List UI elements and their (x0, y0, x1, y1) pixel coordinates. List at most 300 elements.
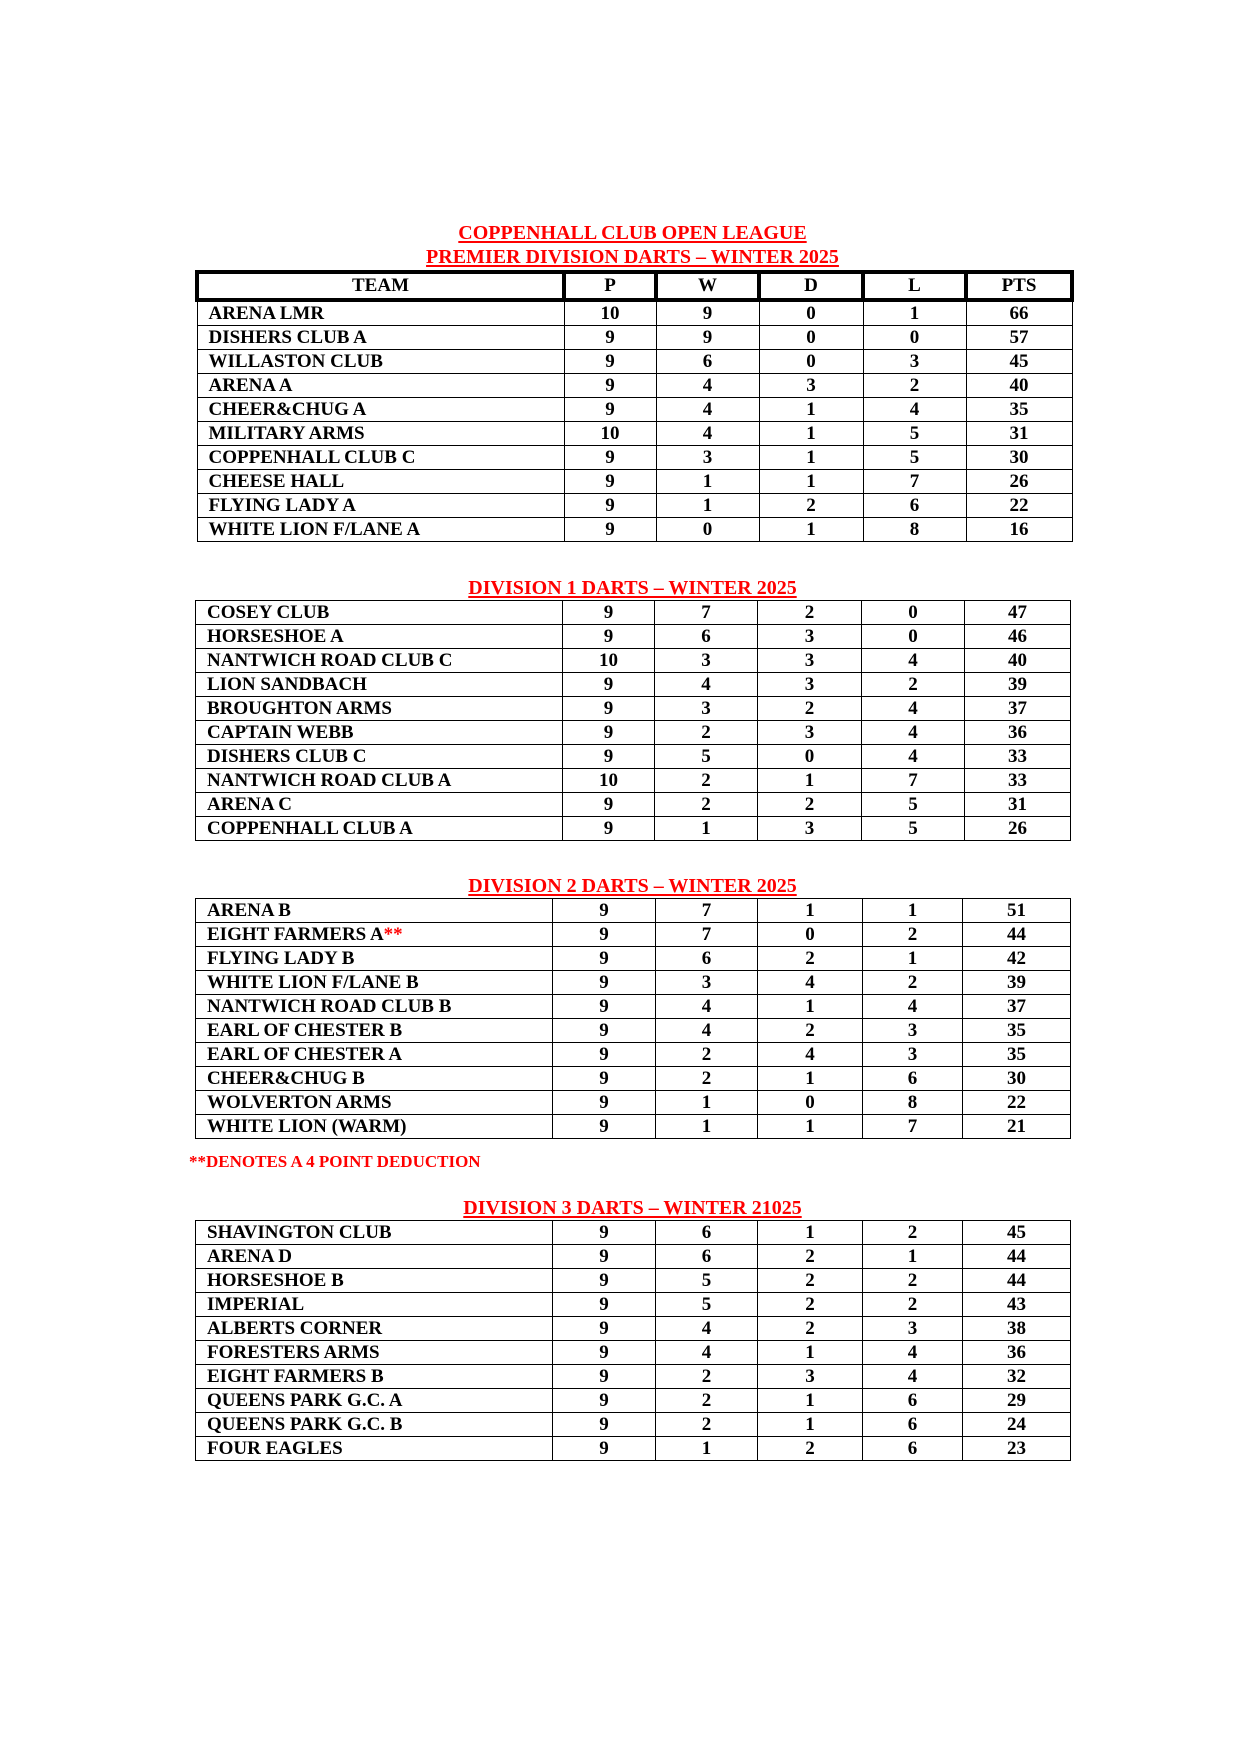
drawn-cell (758, 1413, 863, 1437)
won-cell (655, 793, 758, 817)
played-cell (564, 446, 656, 470)
team-cell (196, 1221, 553, 1245)
team-cell (196, 721, 563, 745)
stat-value: 4 (805, 971, 815, 993)
division-3-table (195, 1220, 1071, 1461)
team-cell (196, 1269, 553, 1293)
team-name: QUEENS PARK G.C. B (207, 1413, 403, 1435)
team-cell (196, 1389, 553, 1413)
won-cell (656, 1365, 758, 1389)
stat-value: 9 (599, 1221, 609, 1243)
stat-value: 4 (702, 398, 713, 420)
team-name: ARENA LMR (208, 302, 325, 324)
drawn-cell (758, 1067, 863, 1091)
points-cell (963, 1245, 1071, 1269)
points-cell (963, 1317, 1071, 1341)
team-cell (196, 817, 563, 841)
points-cell (966, 422, 1072, 446)
stat-value: 2 (804, 793, 815, 815)
lost-cell (863, 1269, 963, 1293)
stat-value: 9 (599, 1317, 609, 1339)
stat-value: 2 (804, 697, 815, 719)
lost-cell (863, 1091, 963, 1115)
team-cell (196, 1043, 553, 1067)
team-name: MILITARY ARMS (208, 422, 365, 444)
stat-value: 7 (907, 1115, 918, 1137)
lost-cell (863, 923, 963, 947)
lost-cell (863, 300, 966, 326)
stat-value: 9 (599, 1115, 609, 1137)
drawn-cell (758, 697, 862, 721)
premier-division-title: PREMIER DIVISION DARTS – WINTER 2025 (426, 246, 839, 268)
table-row (196, 1365, 1071, 1389)
team-name: DISHERS CLUB A (208, 326, 367, 348)
stat-value: 0 (806, 350, 816, 372)
table-row (196, 1019, 1071, 1043)
played-cell (563, 601, 655, 625)
won-cell (656, 446, 759, 470)
stat-value: 9 (702, 326, 713, 348)
stat-value: 1 (805, 1389, 815, 1411)
lost-cell (863, 1293, 963, 1317)
points-cell (966, 398, 1072, 422)
table-row (196, 673, 1071, 697)
stat-value: 9 (599, 1091, 609, 1113)
stat-value: 2 (701, 793, 711, 815)
stat-value: 6 (701, 625, 711, 647)
stat-value: 6 (907, 1413, 918, 1435)
stat-value: 3 (804, 673, 815, 695)
stat-value: 6 (907, 1437, 918, 1459)
stat-value: 33 (1008, 745, 1027, 767)
stat-value: 57 (1009, 326, 1029, 348)
lost-cell (862, 625, 965, 649)
table-row (196, 947, 1071, 971)
won-cell (656, 1115, 758, 1139)
stat-value: 9 (599, 947, 609, 969)
table-row (196, 1389, 1071, 1413)
won-cell (656, 1245, 758, 1269)
team-cell (197, 518, 564, 542)
stat-value: 2 (907, 1269, 918, 1291)
points-cell (963, 1341, 1071, 1365)
stat-value: 5 (701, 1293, 712, 1315)
stat-value: 43 (1007, 1293, 1026, 1315)
team-cell (197, 326, 564, 350)
played-cell (563, 793, 655, 817)
team-name: ARENA A (208, 374, 293, 396)
team-cell (196, 1413, 553, 1437)
points-cell (966, 518, 1072, 542)
division-1-table (195, 600, 1071, 841)
stat-value: 1 (701, 1437, 712, 1459)
stat-value: 4 (908, 697, 918, 719)
played-cell (563, 673, 655, 697)
played-cell (564, 350, 656, 374)
played-cell (553, 899, 656, 923)
stat-value: 21 (1007, 1115, 1026, 1137)
stat-value: 39 (1008, 673, 1027, 695)
drawn-cell (759, 326, 863, 350)
won-cell (656, 1043, 758, 1067)
team-name: CHEER&CHUG A (208, 398, 367, 420)
table-row (196, 995, 1071, 1019)
stat-value: 4 (701, 1317, 712, 1339)
drawn-cell (758, 947, 863, 971)
stat-value: 4 (702, 374, 713, 396)
stat-value: 0 (908, 625, 918, 647)
stat-value: 3 (702, 446, 713, 468)
drawn-cell (759, 446, 863, 470)
points-cell (963, 1221, 1071, 1245)
points-cell (963, 1365, 1071, 1389)
team-cell (197, 350, 564, 374)
won-cell (656, 1091, 758, 1115)
lost-cell (863, 1365, 963, 1389)
lost-cell (863, 374, 966, 398)
lost-cell (862, 601, 965, 625)
played-cell (564, 326, 656, 350)
points-cell (963, 1043, 1071, 1067)
table-row (196, 1317, 1071, 1341)
won-cell (655, 601, 758, 625)
stat-value: 2 (804, 601, 815, 623)
stat-value: 6 (907, 1067, 918, 1089)
stat-value: 51 (1007, 899, 1026, 921)
won-cell (656, 1221, 758, 1245)
stat-value: 3 (907, 1043, 918, 1065)
stat-value: 0 (908, 601, 918, 623)
team-name: ALBERTS CORNER (207, 1317, 383, 1339)
stat-value: 9 (603, 625, 614, 647)
stat-value: 2 (701, 769, 711, 791)
stat-value: 24 (1007, 1413, 1026, 1435)
stat-value: 2 (701, 721, 711, 743)
stat-value: 40 (1009, 374, 1029, 396)
team-cell (196, 625, 563, 649)
stat-value: 4 (908, 649, 918, 671)
lost-cell (862, 673, 965, 697)
played-cell (563, 721, 655, 745)
stat-value: 39 (1007, 971, 1026, 993)
drawn-cell (758, 899, 863, 923)
stat-value: 9 (603, 745, 614, 767)
lost-cell (863, 350, 966, 374)
team-cell (196, 995, 553, 1019)
stat-value: 9 (599, 1043, 609, 1065)
stat-value: 9 (599, 923, 609, 945)
stat-value: 1 (701, 1091, 712, 1113)
table-row (196, 1413, 1071, 1437)
lost-cell (863, 1221, 963, 1245)
points-cell (965, 769, 1071, 793)
lost-cell (863, 995, 963, 1019)
played-cell (553, 1019, 656, 1043)
stat-value: 38 (1007, 1317, 1026, 1339)
points-cell (965, 793, 1071, 817)
team-name: FOUR EAGLES (207, 1437, 343, 1459)
header-w: W (656, 272, 759, 300)
stat-value: 9 (599, 1437, 609, 1459)
team-name: CAPTAIN WEBB (207, 721, 354, 743)
stat-value: 37 (1007, 995, 1026, 1017)
won-cell (655, 697, 758, 721)
drawn-cell (758, 971, 863, 995)
stat-value: 42 (1007, 947, 1026, 969)
lost-cell (863, 494, 966, 518)
team-cell (196, 1365, 553, 1389)
stat-value: 1 (804, 769, 815, 791)
stat-value: 1 (907, 947, 918, 969)
stat-value: 66 (1009, 302, 1029, 324)
table-row (197, 374, 1072, 398)
won-cell (655, 625, 758, 649)
won-cell (655, 721, 758, 745)
table-row (197, 470, 1072, 494)
team-cell (197, 470, 564, 494)
lost-cell (863, 470, 966, 494)
stat-value: 4 (908, 721, 918, 743)
drawn-cell (758, 793, 862, 817)
stat-value: 5 (909, 446, 920, 468)
table-row (196, 1043, 1071, 1067)
team-cell (197, 300, 564, 326)
played-cell (553, 1341, 656, 1365)
stat-value: 16 (1009, 518, 1029, 540)
team-name: WHITE LION (WARM) (207, 1115, 407, 1137)
drawn-cell (758, 1341, 863, 1365)
table-row (196, 1269, 1071, 1293)
stat-value: 9 (603, 793, 614, 815)
drawn-cell (758, 1043, 863, 1067)
points-cell (963, 1413, 1071, 1437)
lost-cell (863, 1341, 963, 1365)
points-cell (966, 300, 1072, 326)
lost-cell (862, 745, 965, 769)
stat-value: 1 (806, 422, 816, 444)
played-cell (564, 494, 656, 518)
stat-value: 9 (599, 1389, 609, 1411)
table-row (196, 649, 1071, 673)
stat-value: 9 (603, 601, 614, 623)
played-cell (553, 1091, 656, 1115)
table-row (196, 899, 1071, 923)
stat-value: 22 (1007, 1091, 1026, 1113)
stat-value: 5 (701, 745, 711, 767)
stat-value: 4 (908, 745, 918, 767)
stat-value: 4 (702, 422, 713, 444)
team-cell (196, 899, 553, 923)
points-cell (965, 745, 1071, 769)
stat-value: 1 (907, 1245, 918, 1267)
won-cell (655, 649, 758, 673)
stat-value: 2 (805, 1269, 815, 1291)
stat-value: 4 (701, 1341, 712, 1363)
team-name: FORESTERS ARMS (207, 1341, 380, 1363)
division-3-rows (196, 1221, 1071, 1461)
stat-value: 3 (701, 971, 712, 993)
stat-value: 2 (805, 1245, 815, 1267)
stat-value: 45 (1007, 1221, 1026, 1243)
stat-value: 10 (600, 422, 620, 444)
stat-value: 5 (908, 793, 918, 815)
table-row (196, 1115, 1071, 1139)
drawn-cell (758, 649, 862, 673)
stat-value: 3 (701, 697, 711, 719)
played-cell (553, 1437, 656, 1461)
played-cell (553, 1413, 656, 1437)
won-cell (656, 1269, 758, 1293)
won-cell (656, 326, 759, 350)
stat-value: 6 (701, 947, 712, 969)
team-name: QUEENS PARK G.C. A (207, 1389, 403, 1411)
team-name: NANTWICH ROAD CLUB A (207, 769, 452, 791)
team-cell (197, 398, 564, 422)
team-cell (196, 793, 563, 817)
stat-value: 2 (806, 494, 816, 516)
stat-value: 2 (907, 971, 918, 993)
stat-value: 3 (909, 350, 920, 372)
stat-value: 31 (1008, 793, 1027, 815)
won-cell (656, 971, 758, 995)
stat-value: 2 (805, 1437, 815, 1459)
team-cell (196, 1067, 553, 1091)
stat-value: 3 (907, 1019, 918, 1041)
table-row (196, 971, 1071, 995)
played-cell (553, 1245, 656, 1269)
points-cell (963, 995, 1071, 1019)
stat-value: 9 (605, 446, 615, 468)
drawn-cell (758, 1091, 863, 1115)
team-cell (196, 673, 563, 697)
lost-cell (863, 1389, 963, 1413)
points-cell (963, 1293, 1071, 1317)
lost-cell (863, 1043, 963, 1067)
played-cell (563, 745, 655, 769)
drawn-cell (758, 1245, 863, 1269)
stat-value: 9 (599, 971, 609, 993)
played-cell (553, 1317, 656, 1341)
stat-value: 9 (599, 1365, 609, 1387)
won-cell (656, 1413, 758, 1437)
stat-value: 9 (603, 721, 614, 743)
team-name: COPPENHALL CLUB A (207, 817, 413, 839)
points-cell (963, 1389, 1071, 1413)
table-header-row (197, 272, 1072, 300)
table-row (196, 625, 1071, 649)
points-cell (963, 1269, 1071, 1293)
team-name: IMPERIAL (207, 1293, 305, 1315)
lost-cell (863, 1413, 963, 1437)
team-name: SHAVINGTON CLUB (207, 1221, 392, 1243)
stat-value: 10 (599, 649, 618, 671)
won-cell (656, 1341, 758, 1365)
stat-value: 36 (1008, 721, 1027, 743)
points-cell (965, 649, 1071, 673)
table-row (196, 1091, 1071, 1115)
stat-value: 5 (909, 422, 920, 444)
lost-cell (863, 1317, 963, 1341)
points-cell (963, 1115, 1071, 1139)
table-row (196, 1437, 1071, 1461)
drawn-cell (758, 601, 862, 625)
played-cell (563, 697, 655, 721)
team-name: EARL OF CHESTER A (207, 1043, 403, 1065)
stat-value: 35 (1007, 1043, 1026, 1065)
stat-value: 3 (701, 649, 711, 671)
table-row (197, 350, 1072, 374)
drawn-cell (758, 625, 862, 649)
drawn-cell (758, 721, 862, 745)
stat-value: 9 (603, 817, 614, 839)
table-row (196, 817, 1071, 841)
drawn-cell (758, 1437, 863, 1461)
lost-cell (863, 1245, 963, 1269)
team-name: HORSESHOE B (207, 1269, 344, 1291)
won-cell (656, 899, 758, 923)
stat-value: 3 (804, 817, 815, 839)
stat-value: 9 (599, 1019, 609, 1041)
stat-value: 4 (701, 1019, 712, 1041)
drawn-cell (758, 769, 862, 793)
team-name: COPPENHALL CLUB C (208, 446, 416, 468)
points-cell (963, 899, 1071, 923)
team-cell (196, 745, 563, 769)
stat-value: 7 (701, 923, 712, 945)
team-name: LION SANDBACH (207, 673, 367, 695)
stat-value: 1 (805, 1413, 815, 1435)
stat-value: 9 (599, 1341, 609, 1363)
won-cell (655, 817, 758, 841)
stat-value: 6 (701, 1245, 712, 1267)
points-cell (966, 470, 1072, 494)
stat-value: 10 (600, 302, 620, 324)
stat-value: 8 (909, 518, 920, 540)
stat-value: 1 (806, 446, 816, 468)
stat-value: 1 (806, 398, 816, 420)
played-cell (553, 995, 656, 1019)
drawn-cell (758, 1293, 863, 1317)
stat-value: 4 (909, 398, 920, 420)
stat-value: 9 (599, 1245, 609, 1267)
stat-value: 1 (909, 302, 920, 324)
stat-value: 47 (1008, 601, 1027, 623)
stat-value: 0 (805, 923, 815, 945)
lost-cell (863, 1067, 963, 1091)
points-cell (965, 601, 1071, 625)
stat-value: 9 (605, 350, 615, 372)
played-cell (563, 649, 655, 673)
drawn-cell (758, 745, 862, 769)
table-row (197, 300, 1072, 326)
stat-value: 35 (1007, 1019, 1026, 1041)
header-d: D (759, 272, 863, 300)
table-row (196, 1341, 1071, 1365)
team-cell (196, 1317, 553, 1341)
deduction-marker: ** (383, 923, 403, 945)
points-cell (966, 374, 1072, 398)
stat-value: 3 (804, 625, 815, 647)
stat-value: 23 (1007, 1437, 1026, 1459)
stat-value: 7 (701, 601, 711, 623)
stat-value: 7 (909, 470, 920, 492)
stat-value: 2 (907, 1293, 918, 1315)
lost-cell (863, 446, 966, 470)
stat-value: 40 (1008, 649, 1027, 671)
played-cell (564, 300, 656, 326)
stat-value: 6 (702, 350, 713, 372)
team-cell (197, 422, 564, 446)
